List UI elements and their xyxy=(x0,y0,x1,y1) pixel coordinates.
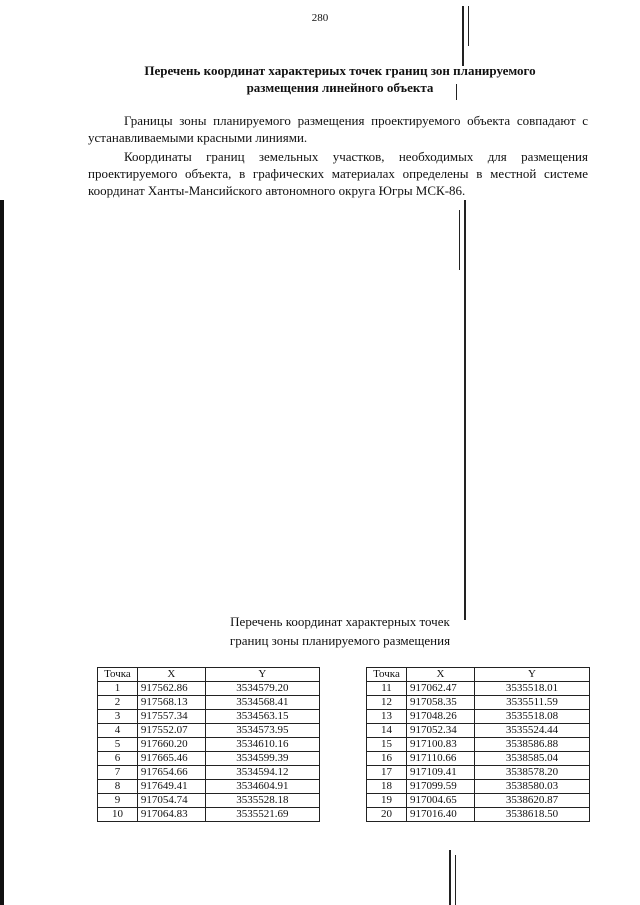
cell-x: 917099.59 xyxy=(407,780,475,794)
table-row xyxy=(98,696,320,710)
cell-x: 917109.41 xyxy=(407,766,475,780)
cell-point: 13 xyxy=(367,710,407,724)
cell-x: 917665.46 xyxy=(137,752,205,766)
cell-y: 3538586.88 xyxy=(475,738,590,752)
cell-y: 3534599.39 xyxy=(205,752,319,766)
table-header-row xyxy=(98,668,320,682)
paragraph-coordinate-system: Координаты границ земельных участков, необходимых для размещения проектируемого объекта, в графических материалах определены в местной системе координат Ханты-Мансийского автономного округа Югры МСК-86. xyxy=(88,149,588,198)
table-row xyxy=(98,780,320,794)
cell-x: 917654.66 xyxy=(137,766,205,780)
cell-point: 16 xyxy=(367,752,407,766)
cell-point: 20 xyxy=(367,808,407,822)
table-row xyxy=(367,766,590,780)
scan-artifact-line xyxy=(449,850,451,905)
table-row xyxy=(367,794,590,808)
cell-point: 8 xyxy=(98,780,138,794)
table-header-row xyxy=(367,668,590,682)
cell-point: 1 xyxy=(98,682,138,696)
coordinates-table-left xyxy=(97,667,320,822)
cell-y: 3534573.95 xyxy=(205,724,319,738)
cell-x: 917649.41 xyxy=(137,780,205,794)
cell-y: 3538618.50 xyxy=(475,808,590,822)
column-header-point: Точка xyxy=(98,668,138,682)
cell-point: 10 xyxy=(98,808,138,822)
column-header-x: X xyxy=(137,668,205,682)
cell-x: 917562.86 xyxy=(137,682,205,696)
cell-point: 14 xyxy=(367,724,407,738)
scan-edge-shadow xyxy=(0,200,4,905)
table-row xyxy=(367,710,590,724)
cell-y: 3534579.20 xyxy=(205,682,319,696)
table-title-line-1: Перечень координат характерных точек xyxy=(230,614,450,629)
cell-y: 3534604.91 xyxy=(205,780,319,794)
table-row xyxy=(367,780,590,794)
cell-x: 917054.74 xyxy=(137,794,205,808)
column-header-x: X xyxy=(407,668,475,682)
cell-x: 917552.07 xyxy=(137,724,205,738)
scan-artifact-line xyxy=(455,855,456,905)
cell-y: 3534563.15 xyxy=(205,710,319,724)
cell-y: 3535521.69 xyxy=(205,808,319,822)
document-heading xyxy=(60,62,620,96)
cell-point: 5 xyxy=(98,738,138,752)
cell-y: 3535511.59 xyxy=(475,696,590,710)
paragraph-boundaries: Границы зоны планируемого размещения проектируемого объекта совпадают с устанавливаемыми красными линиями. xyxy=(88,113,588,145)
cell-x: 917064.83 xyxy=(137,808,205,822)
cell-y: 3535518.08 xyxy=(475,710,590,724)
cell-y: 3538578.20 xyxy=(475,766,590,780)
table-row xyxy=(98,724,320,738)
cell-point: 9 xyxy=(98,794,138,808)
table-row xyxy=(98,808,320,822)
cell-y: 3535524.44 xyxy=(475,724,590,738)
scan-artifact-line xyxy=(464,200,466,620)
cell-y: 3538620.87 xyxy=(475,794,590,808)
column-header-point: Точка xyxy=(367,668,407,682)
heading-line-1: Перечень координат характериых точек границ зон планируемого xyxy=(144,63,536,78)
cell-point: 11 xyxy=(367,682,407,696)
table-row xyxy=(98,738,320,752)
cell-point: 15 xyxy=(367,738,407,752)
cell-x: 917660.20 xyxy=(137,738,205,752)
table-row xyxy=(98,766,320,780)
table-row xyxy=(98,682,320,696)
coordinates-table-right xyxy=(366,667,590,822)
cell-x: 917100.83 xyxy=(407,738,475,752)
cell-y: 3534568.41 xyxy=(205,696,319,710)
cell-x: 917016.40 xyxy=(407,808,475,822)
cell-y: 3534594.12 xyxy=(205,766,319,780)
table-row xyxy=(367,724,590,738)
table-row xyxy=(367,682,590,696)
table-row xyxy=(367,738,590,752)
cell-point: 2 xyxy=(98,696,138,710)
cell-x: 917058.35 xyxy=(407,696,475,710)
table-row xyxy=(367,696,590,710)
table-title xyxy=(140,612,540,650)
scan-artifact-line xyxy=(459,210,460,270)
column-header-y: Y xyxy=(475,668,590,682)
table-title-line-2: границ зоны планируемого размещения xyxy=(229,633,451,648)
cell-x: 917062.47 xyxy=(407,682,475,696)
cell-point: 6 xyxy=(98,752,138,766)
cell-y: 3535518.01 xyxy=(475,682,590,696)
cell-x: 917048.26 xyxy=(407,710,475,724)
cell-x: 917004.65 xyxy=(407,794,475,808)
table-row xyxy=(367,752,590,766)
heading-line-2: размещения линейного объекта xyxy=(246,80,434,95)
cell-point: 3 xyxy=(98,710,138,724)
cell-x: 917052.34 xyxy=(407,724,475,738)
table-row xyxy=(98,794,320,808)
cell-point: 17 xyxy=(367,766,407,780)
cell-point: 7 xyxy=(98,766,138,780)
page-number: 280 xyxy=(311,12,329,24)
cell-point: 12 xyxy=(367,696,407,710)
cell-y: 3538585.04 xyxy=(475,752,590,766)
column-header-y: Y xyxy=(205,668,319,682)
cell-x: 917568.13 xyxy=(137,696,205,710)
cell-y: 3534610.16 xyxy=(205,738,319,752)
table-row xyxy=(98,752,320,766)
cell-x: 917110.66 xyxy=(407,752,475,766)
cell-y: 3535528.18 xyxy=(205,794,319,808)
cell-point: 18 xyxy=(367,780,407,794)
cell-y: 3538580.03 xyxy=(475,780,590,794)
cell-x: 917557.34 xyxy=(137,710,205,724)
table-row xyxy=(98,710,320,724)
cell-point: 4 xyxy=(98,724,138,738)
cell-point: 19 xyxy=(367,794,407,808)
table-row xyxy=(367,808,590,822)
